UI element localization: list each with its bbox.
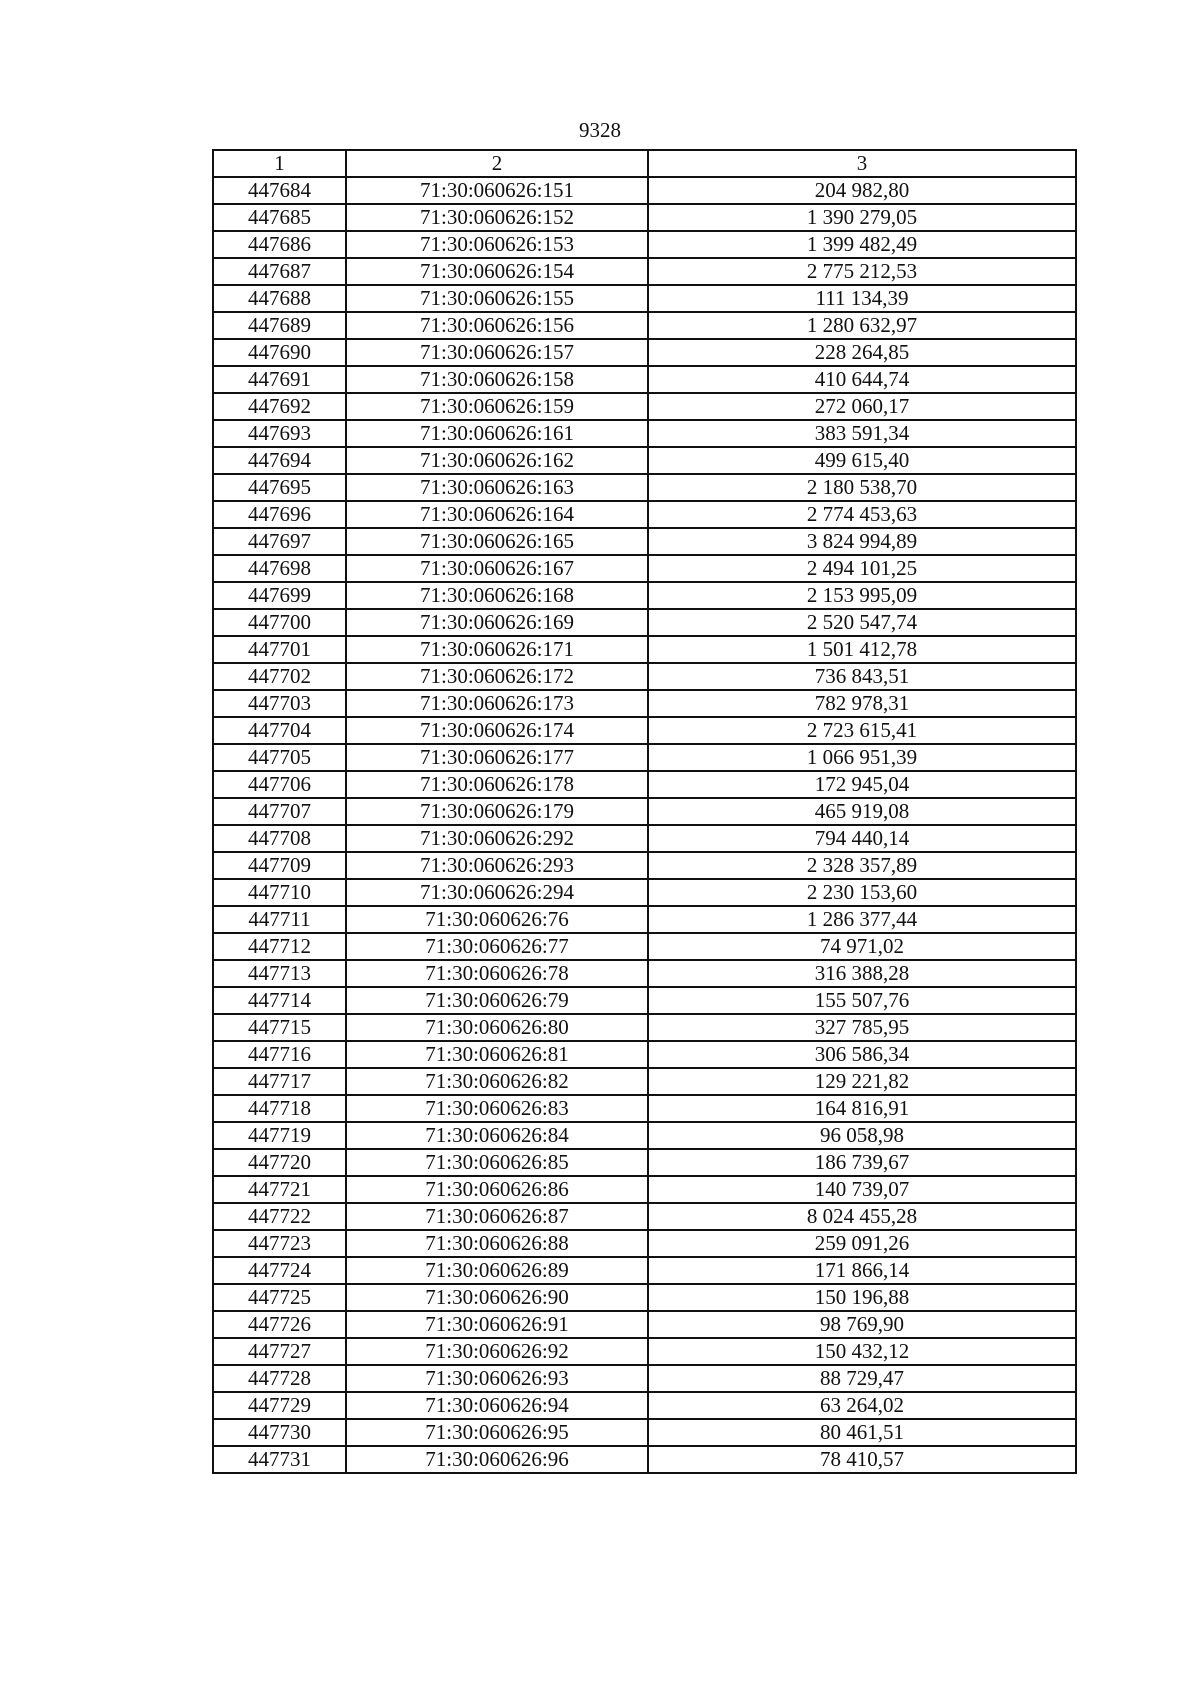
table-body <box>213 177 1076 1473</box>
table-row <box>213 1176 1076 1203</box>
cadastral-number-cell: 71:30:060626:178 <box>346 771 648 798</box>
table-row <box>213 960 1076 987</box>
column-header-3: 3 <box>648 150 1076 177</box>
value-cell: 782 978,31 <box>648 690 1076 717</box>
row-number-cell: 447728 <box>213 1365 346 1392</box>
cadastral-number-cell: 71:30:060626:294 <box>346 879 648 906</box>
row-number-cell: 447693 <box>213 420 346 447</box>
value-cell: 80 461,51 <box>648 1419 1076 1446</box>
table-row <box>213 933 1076 960</box>
table-row <box>213 339 1076 366</box>
row-number-cell: 447706 <box>213 771 346 798</box>
table-row <box>213 1230 1076 1257</box>
value-cell: 465 919,08 <box>648 798 1076 825</box>
table-row <box>213 582 1076 609</box>
cadastral-number-cell: 71:30:060626:92 <box>346 1338 648 1365</box>
value-cell: 96 058,98 <box>648 1122 1076 1149</box>
value-cell: 155 507,76 <box>648 987 1076 1014</box>
cadastral-number-cell: 71:30:060626:157 <box>346 339 648 366</box>
row-number-cell: 447722 <box>213 1203 346 1230</box>
table-row <box>213 1419 1076 1446</box>
row-number-cell: 447727 <box>213 1338 346 1365</box>
table-row <box>213 1446 1076 1473</box>
row-number-cell: 447717 <box>213 1068 346 1095</box>
value-cell: 2 180 538,70 <box>648 474 1076 501</box>
row-number-cell: 447721 <box>213 1176 346 1203</box>
value-cell: 1 390 279,05 <box>648 204 1076 231</box>
table-header-row <box>213 150 1076 177</box>
cadastral-number-cell: 71:30:060626:163 <box>346 474 648 501</box>
cadastral-number-cell: 71:30:060626:91 <box>346 1311 648 1338</box>
cadastral-number-cell: 71:30:060626:167 <box>346 555 648 582</box>
column-header-1: 1 <box>213 150 346 177</box>
value-cell: 111 134,39 <box>648 285 1076 312</box>
table-row <box>213 501 1076 528</box>
cadastral-number-cell: 71:30:060626:154 <box>346 258 648 285</box>
table-row <box>213 906 1076 933</box>
data-table <box>212 149 1077 1474</box>
value-cell: 306 586,34 <box>648 1041 1076 1068</box>
row-number-cell: 447718 <box>213 1095 346 1122</box>
table-row <box>213 1392 1076 1419</box>
cadastral-number-cell: 71:30:060626:83 <box>346 1095 648 1122</box>
value-cell: 63 264,02 <box>648 1392 1076 1419</box>
cadastral-number-cell: 71:30:060626:87 <box>346 1203 648 1230</box>
row-number-cell: 447695 <box>213 474 346 501</box>
table-row <box>213 1338 1076 1365</box>
table-row <box>213 744 1076 771</box>
table-row <box>213 825 1076 852</box>
value-cell: 794 440,14 <box>648 825 1076 852</box>
cadastral-number-cell: 71:30:060626:79 <box>346 987 648 1014</box>
value-cell: 1 501 412,78 <box>648 636 1076 663</box>
cadastral-number-cell: 71:30:060626:84 <box>346 1122 648 1149</box>
value-cell: 259 091,26 <box>648 1230 1076 1257</box>
value-cell: 150 196,88 <box>648 1284 1076 1311</box>
table-row <box>213 528 1076 555</box>
table-row <box>213 474 1076 501</box>
cadastral-number-cell: 71:30:060626:95 <box>346 1419 648 1446</box>
cadastral-number-cell: 71:30:060626:165 <box>346 528 648 555</box>
table-row <box>213 1068 1076 1095</box>
cadastral-number-cell: 71:30:060626:155 <box>346 285 648 312</box>
cadastral-number-cell: 71:30:060626:179 <box>346 798 648 825</box>
row-number-cell: 447710 <box>213 879 346 906</box>
table-row <box>213 1257 1076 1284</box>
row-number-cell: 447729 <box>213 1392 346 1419</box>
row-number-cell: 447719 <box>213 1122 346 1149</box>
cadastral-number-cell: 71:30:060626:174 <box>346 717 648 744</box>
value-cell: 499 615,40 <box>648 447 1076 474</box>
table-row <box>213 312 1076 339</box>
table-row <box>213 609 1076 636</box>
value-cell: 2 153 995,09 <box>648 582 1076 609</box>
cadastral-number-cell: 71:30:060626:177 <box>346 744 648 771</box>
value-cell: 327 785,95 <box>648 1014 1076 1041</box>
value-cell: 204 982,80 <box>648 177 1076 204</box>
row-number-cell: 447686 <box>213 231 346 258</box>
value-cell: 78 410,57 <box>648 1446 1076 1473</box>
row-number-cell: 447725 <box>213 1284 346 1311</box>
cadastral-number-cell: 71:30:060626:169 <box>346 609 648 636</box>
table-row <box>213 987 1076 1014</box>
row-number-cell: 447713 <box>213 960 346 987</box>
value-cell: 272 060,17 <box>648 393 1076 420</box>
cadastral-number-cell: 71:30:060626:168 <box>346 582 648 609</box>
table-row <box>213 852 1076 879</box>
table-row <box>213 177 1076 204</box>
row-number-cell: 447730 <box>213 1419 346 1446</box>
row-number-cell: 447707 <box>213 798 346 825</box>
table-row <box>213 1284 1076 1311</box>
table-row <box>213 420 1076 447</box>
row-number-cell: 447700 <box>213 609 346 636</box>
table-row <box>213 231 1076 258</box>
value-cell: 129 221,82 <box>648 1068 1076 1095</box>
row-number-cell: 447724 <box>213 1257 346 1284</box>
row-number-cell: 447709 <box>213 852 346 879</box>
cadastral-number-cell: 71:30:060626:292 <box>346 825 648 852</box>
cadastral-number-cell: 71:30:060626:164 <box>346 501 648 528</box>
row-number-cell: 447697 <box>213 528 346 555</box>
value-cell: 2 774 453,63 <box>648 501 1076 528</box>
row-number-cell: 447720 <box>213 1149 346 1176</box>
column-header-2: 2 <box>346 150 648 177</box>
table-row <box>213 879 1076 906</box>
row-number-cell: 447685 <box>213 204 346 231</box>
page-number: 9328 <box>579 118 621 142</box>
cadastral-number-cell: 71:30:060626:171 <box>346 636 648 663</box>
row-number-cell: 447705 <box>213 744 346 771</box>
value-cell: 1 399 482,49 <box>648 231 1076 258</box>
row-number-cell: 447687 <box>213 258 346 285</box>
row-number-cell: 447684 <box>213 177 346 204</box>
table-row <box>213 1149 1076 1176</box>
cadastral-number-cell: 71:30:060626:80 <box>346 1014 648 1041</box>
table-row <box>213 447 1076 474</box>
row-number-cell: 447699 <box>213 582 346 609</box>
row-number-cell: 447694 <box>213 447 346 474</box>
row-number-cell: 447701 <box>213 636 346 663</box>
cadastral-number-cell: 71:30:060626:78 <box>346 960 648 987</box>
table-row <box>213 204 1076 231</box>
value-cell: 88 729,47 <box>648 1365 1076 1392</box>
cadastral-number-cell: 71:30:060626:93 <box>346 1365 648 1392</box>
value-cell: 2 775 212,53 <box>648 258 1076 285</box>
value-cell: 3 824 994,89 <box>648 528 1076 555</box>
row-number-cell: 447711 <box>213 906 346 933</box>
value-cell: 2 520 547,74 <box>648 609 1076 636</box>
cadastral-number-cell: 71:30:060626:156 <box>346 312 648 339</box>
table-row <box>213 1365 1076 1392</box>
value-cell: 410 644,74 <box>648 366 1076 393</box>
table-row <box>213 771 1076 798</box>
row-number-cell: 447731 <box>213 1446 346 1473</box>
cadastral-number-cell: 71:30:060626:152 <box>346 204 648 231</box>
row-number-cell: 447714 <box>213 987 346 1014</box>
value-cell: 736 843,51 <box>648 663 1076 690</box>
value-cell: 2 230 153,60 <box>648 879 1076 906</box>
table-row <box>213 366 1076 393</box>
table-row <box>213 1014 1076 1041</box>
table-row <box>213 663 1076 690</box>
value-cell: 228 264,85 <box>648 339 1076 366</box>
row-number-cell: 447689 <box>213 312 346 339</box>
value-cell: 8 024 455,28 <box>648 1203 1076 1230</box>
value-cell: 140 739,07 <box>648 1176 1076 1203</box>
row-number-cell: 447726 <box>213 1311 346 1338</box>
value-cell: 74 971,02 <box>648 933 1076 960</box>
row-number-cell: 447712 <box>213 933 346 960</box>
table-row <box>213 258 1076 285</box>
row-number-cell: 447715 <box>213 1014 346 1041</box>
row-number-cell: 447703 <box>213 690 346 717</box>
value-cell: 383 591,34 <box>648 420 1076 447</box>
cadastral-number-cell: 71:30:060626:88 <box>346 1230 648 1257</box>
cadastral-number-cell: 71:30:060626:89 <box>346 1257 648 1284</box>
row-number-cell: 447688 <box>213 285 346 312</box>
row-number-cell: 447692 <box>213 393 346 420</box>
cadastral-number-cell: 71:30:060626:82 <box>346 1068 648 1095</box>
cadastral-number-cell: 71:30:060626:151 <box>346 177 648 204</box>
cadastral-number-cell: 71:30:060626:173 <box>346 690 648 717</box>
table-row <box>213 717 1076 744</box>
row-number-cell: 447708 <box>213 825 346 852</box>
cadastral-number-cell: 71:30:060626:172 <box>346 663 648 690</box>
value-cell: 2 723 615,41 <box>648 717 1076 744</box>
value-cell: 164 816,91 <box>648 1095 1076 1122</box>
table-row <box>213 1041 1076 1068</box>
table-row <box>213 285 1076 312</box>
value-cell: 1 286 377,44 <box>648 906 1076 933</box>
value-cell: 1 280 632,97 <box>648 312 1076 339</box>
cadastral-number-cell: 71:30:060626:85 <box>346 1149 648 1176</box>
cadastral-number-cell: 71:30:060626:161 <box>346 420 648 447</box>
cadastral-number-cell: 71:30:060626:159 <box>346 393 648 420</box>
table-row <box>213 555 1076 582</box>
cadastral-number-cell: 71:30:060626:94 <box>346 1392 648 1419</box>
row-number-cell: 447696 <box>213 501 346 528</box>
value-cell: 2 328 357,89 <box>648 852 1076 879</box>
value-cell: 150 432,12 <box>648 1338 1076 1365</box>
cadastral-number-cell: 71:30:060626:158 <box>346 366 648 393</box>
cadastral-number-cell: 71:30:060626:293 <box>346 852 648 879</box>
cadastral-number-cell: 71:30:060626:86 <box>346 1176 648 1203</box>
table-row <box>213 1122 1076 1149</box>
row-number-cell: 447704 <box>213 717 346 744</box>
value-cell: 2 494 101,25 <box>648 555 1076 582</box>
row-number-cell: 447690 <box>213 339 346 366</box>
table-row <box>213 690 1076 717</box>
table-row <box>213 393 1076 420</box>
table-row <box>213 1311 1076 1338</box>
table-row <box>213 798 1076 825</box>
cadastral-number-cell: 71:30:060626:96 <box>346 1446 648 1473</box>
value-cell: 98 769,90 <box>648 1311 1076 1338</box>
value-cell: 186 739,67 <box>648 1149 1076 1176</box>
row-number-cell: 447723 <box>213 1230 346 1257</box>
value-cell: 1 066 951,39 <box>648 744 1076 771</box>
value-cell: 172 945,04 <box>648 771 1076 798</box>
row-number-cell: 447698 <box>213 555 346 582</box>
table-row <box>213 636 1076 663</box>
cadastral-number-cell: 71:30:060626:76 <box>346 906 648 933</box>
value-cell: 316 388,28 <box>648 960 1076 987</box>
cadastral-number-cell: 71:30:060626:77 <box>346 933 648 960</box>
cadastral-number-cell: 71:30:060626:90 <box>346 1284 648 1311</box>
cadastral-number-cell: 71:30:060626:81 <box>346 1041 648 1068</box>
cadastral-number-cell: 71:30:060626:162 <box>346 447 648 474</box>
table-row <box>213 1203 1076 1230</box>
value-cell: 171 866,14 <box>648 1257 1076 1284</box>
cadastral-number-cell: 71:30:060626:153 <box>346 231 648 258</box>
table-row <box>213 1095 1076 1122</box>
row-number-cell: 447691 <box>213 366 346 393</box>
row-number-cell: 447716 <box>213 1041 346 1068</box>
row-number-cell: 447702 <box>213 663 346 690</box>
